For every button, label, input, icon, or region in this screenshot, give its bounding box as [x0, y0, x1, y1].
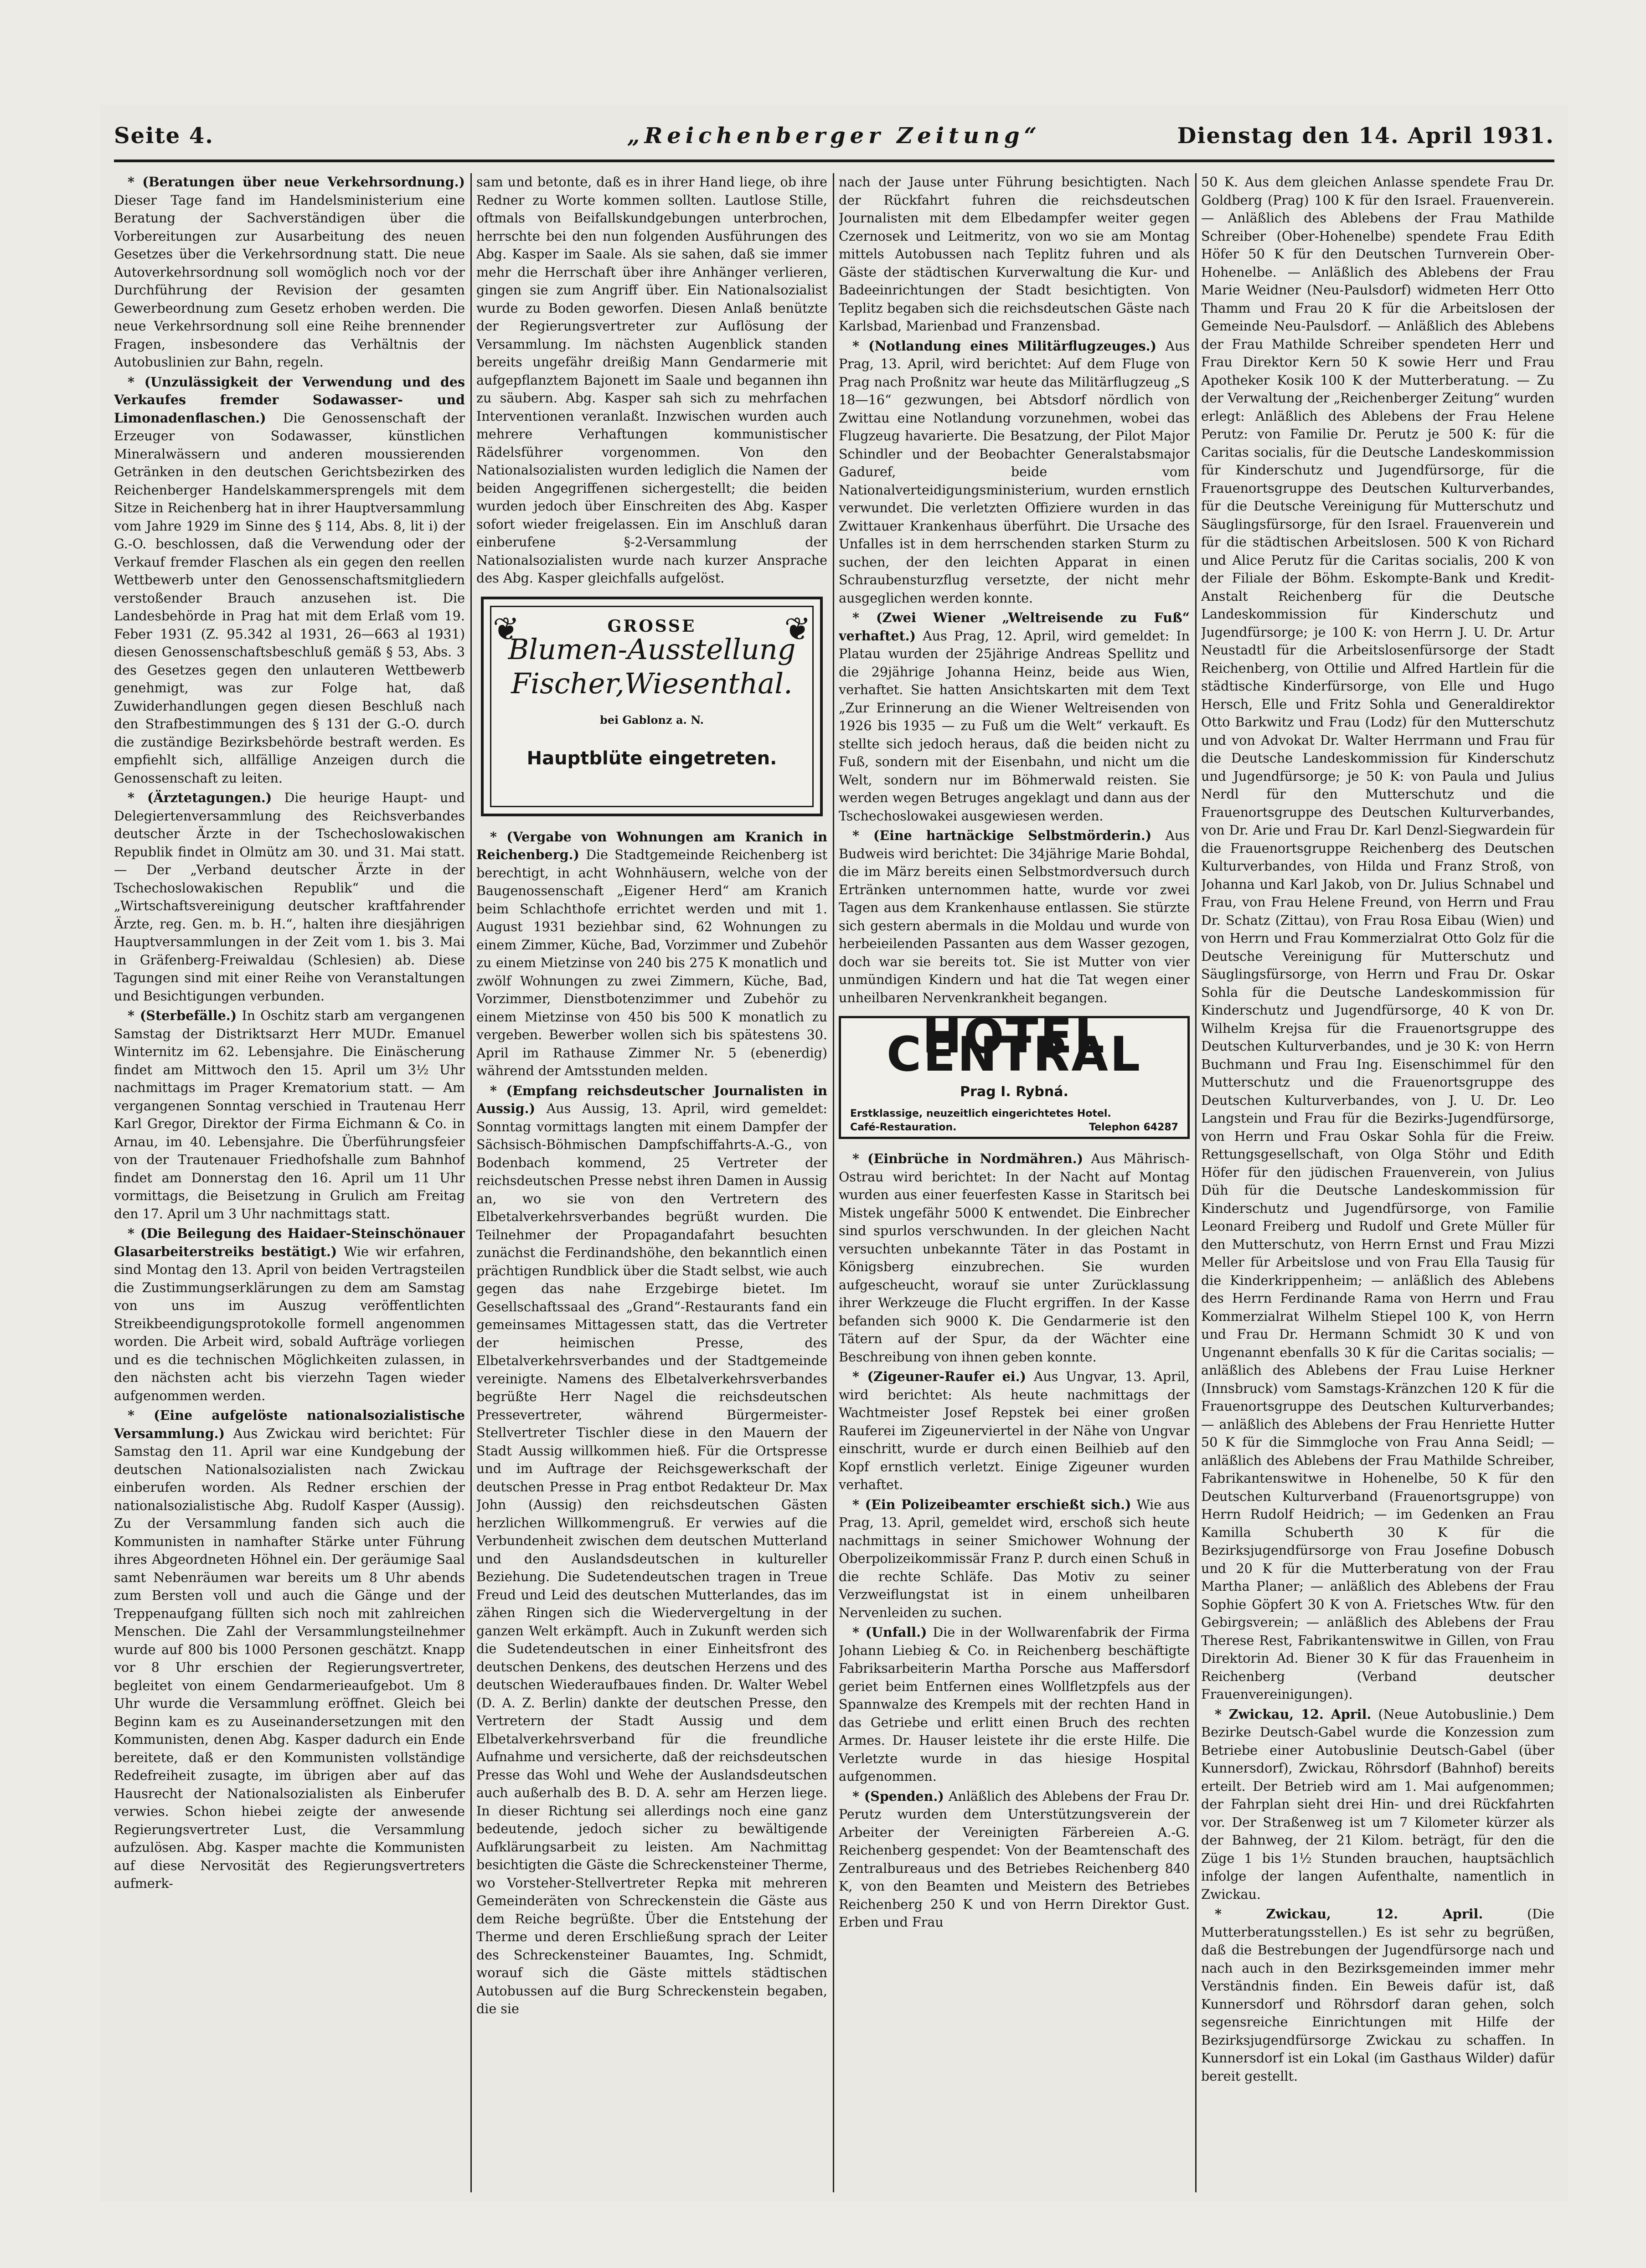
ad-line: GROSSE [607, 616, 697, 636]
floral-ornament-icon: ❦ [493, 610, 520, 648]
article-body: Aus Zwickau wird berichtet: Für Samstag den 11. April war eine Kundgebung der deutschen Nationalsozialisten nach Zwickau einberufen worden. Als Redner erschien der nationalsozialistische Abg. Rudolf Kasper (Aussig). Zu der Versammlung fanden sich auch die Kommunisten in namhafter Stärke unter Führung ihres Abgeordneten Höhnel ein. Der geräumige Saal samt Nebenräumen war bereits um 8 Uhr abends zum Bersten voll und auch die Gänge und der Treppenaufgang füllten sich noch mit zahlreichen Menschen. Die Zahl der Versammlungsteilnehmer wurde auf 800 bis 1000 Personen geschätzt. Knapp vor 8 Uhr erschien der Regierungsvertreter, begleitet von einem Gendarmerieaufgebot. Um 8 Uhr wurde die Versammlung eröffnet. Gleich bei Beginn kam es zu Auseinandersetzungen mit den Kommunisten, denen Abg. Kasper dadurch ein Ende bereitete, daß er den Kommunisten vollständige Redefreiheit zusagte, im übrigen aber auf das Hausrecht der Nationalsozialisten als Einberufer verwies. Schon hiebei zeigte der anwesende Regierungsvertreter Lust, die Versammlung aufzulösen. Abg. Kasper machte die Kommunisten auf diese Nervosität des Regierungsvertreters aufmerk- [114, 1426, 465, 1891]
article-heading: * Zwickau, 12. April. [1215, 1706, 1372, 1722]
article [839, 827, 1190, 1007]
article [839, 1368, 1190, 1494]
article-heading: * (Zigeuner-Raufer ei.) [852, 1369, 1027, 1384]
column-separator [1195, 173, 1197, 2192]
article-heading: * (Ein Polizeibeamter erschießt sich.) [852, 1496, 1131, 1512]
article-body: (Die Mutterberatungsstellen.) Es ist sehr zu begrüßen, daß die Bestrebungen der Jugendfürsorge nach und nach auch in den Bezirksgemeinden immer mehr Verständnis finden. Ein Beweis dafür ist, daß Kunnersdorf und Röhrsdorf daran gehen, solch segensreiche Einrichtungen mit Hilfe der Bezirksjugendfürsorge Zwickau zu schaffen. In Kunnersdorf ist ein Lokal (im Gasthaus Wilder) dafür bereit gestellt. [1201, 1907, 1554, 2084]
article-heading: * (Die Beilegung des Haidaer-Steinschönauer Glasarbeiterstreiks bestätigt.) [114, 1226, 465, 1259]
article-body: nach der Jause unter Führung besichtigten. Nach der Rückfahrt fuhren die reichsdeutschen Journalisten mit dem Elbedampfer weiter gegen Czernosek und Leitmeritz, von wo sie am Montag mittels Autobussen nach Teplitz fuhren und als Gäste der städtischen Kurverwaltung die Kur- und Badeeinrichtungen der Stadt besichtigten. Von Teplitz begaben sich die reichsdeutschen Gäste nach Karlsbad, Marienbad und Franzensbad. [839, 175, 1190, 334]
article [114, 789, 465, 1005]
article-heading: * (Einbrüche in Nordmähren.) [852, 1151, 1084, 1166]
article-body: Anläßlich des Ablebens der Frau Dr. Perutz wurden dem Unterstützungsverein der Arbeiter der Vereinigten Färbereien A.-G. Reichenberg gespendet: Von der Beamtenschaft des Zentralbureaus und des Betriebes Reichenberg 840 K, von den Beamten und Meistern des Betriebes Reichenberg 250 K und von Herrn Direktor Gust. Erben und Frau [839, 1789, 1190, 1930]
article [476, 828, 827, 1080]
ad-telephone: Telephon 64287 [1089, 1122, 1178, 1133]
article [114, 1007, 465, 1223]
article [1201, 173, 1554, 1704]
ad-line: bei Gablonz a. N. [600, 713, 704, 727]
article-heading: * (Spenden.) [852, 1788, 944, 1804]
article-heading: * (Ärztetagungen.) [128, 790, 272, 805]
article-heading: * (Sterbefälle.) [128, 1008, 237, 1023]
issue-date: Dienstag den 14. April 1931. [1177, 123, 1554, 149]
article [839, 609, 1190, 825]
article-heading: * (Zwei Wiener „Weltreisende zu Fuß“ verhaftet.) [839, 610, 1190, 644]
article [839, 1150, 1190, 1366]
article-body: Dieser Tage fand im Handelsministerium eine Beratung der Sachverständigen über die Vorbereitungen zur Ausarbeitung des neuen Gesetzes über die Verkehrsordnung statt. Die neue Autoverkehrsordnung soll womöglich noch vor der Durchführung der Revision der gesamten Gewerbeordnung zum Gesetz erhoben werden. Die neue Verkehrsordnung soll eine Reihe brennender Fragen, insbesondere das Verhältnis der Autobuslinien zur Bahn, regeln. [114, 192, 465, 370]
article-heading: * (Unfall.) [852, 1624, 927, 1640]
article-heading: * (Unzulässigkeit der Verwendung und des Verkaufes fremder Sodawasser- und Limonadenflaschen.) [114, 374, 465, 426]
article-body: Wie wir erfahren, sind Montag den 13. April von beiden Vertragsteilen die Zustimmungserklärungen zu dem am Samstag von uns im Auszug veröffentlichten Streikbeendigungsprotokolle formell angenommen worden. Die Arbeit wird, sobald Aufträge vorliegen und es die technischen Möglichkeiten zulassen, in den nächsten acht bis vierzehn Tagen wieder aufgenommen werden. [114, 1244, 465, 1403]
article [839, 173, 1190, 335]
ad-tagline: Hauptblüte eingetreten. [526, 747, 777, 769]
article [114, 1407, 465, 1893]
article [1201, 1706, 1554, 1904]
column-3-articles [839, 1150, 1190, 1932]
column-2-articles [476, 828, 827, 2018]
flower-exhibition-ad [481, 597, 823, 816]
article-body: In Oschitz starb am vergangenen Samstag der Distriktsarzt Herr MUDr. Emanuel Winternitz im 62. Lebensjahre. Die Einäscherung findet am Mittwoch den 15. April um 3½ Uhr nachmittags im Prager Krematorium statt. — Am vergangenen Sonntag verschied in Trautenau Herr Karl Gregor, Direktor der Firma Eichmann & Co. in Arnau, im 40. Lebensjahre. Die Überführungsfeier von der Trautenauer Friedhofshalle zum Bahnhof findet am Donnerstag den 16. April um 11 Uhr vormittags, die Beisetzung in Grulich am Freitag den 17. April um 3 Uhr nachmittags statt. [114, 1008, 465, 1222]
column-separator [833, 173, 834, 2192]
article [839, 1496, 1190, 1622]
article-heading: * Zwickau, 12. April. [1215, 1906, 1483, 1922]
article-heading: * (Notlandung eines Militärflugzeuges.) [852, 338, 1157, 354]
column-3 [839, 173, 1190, 2192]
ad-line: Erstklassige, neuzeitlich eingerichtetes Hotel. [850, 1108, 1111, 1119]
newspaper-title: „Reichenberger Zeitung“ [627, 123, 1042, 149]
article-body: Die heurige Haupt- und Delegiertenversammlung des Reichsverbandes deutscher Ärzte in der Tschechoslowakischen Republik findet in Olmütz am 30. und 31. Mai statt. — Der „Verband deutscher Ärzte in der Tschechoslowakischen Republik“ und die „Wirtschaftsvereinigung deutscher kraftfahrender Ärzte, reg. Gen. m. b. H.“, halten ihre diesjährigen Hauptversammlungen in der Zeit vom 1. bis 3. Mai in Gräfenberg-Freiwaldau (Schlesien) ab. Diese Tagungen sind mit einer Reihe von Veranstaltungen und Besichtigungen verbunden. [114, 790, 465, 1004]
article [1201, 1905, 1554, 2085]
ad-headline: HOTEL CENTRAL [886, 1008, 1142, 1082]
ad-headline: Fischer,Wiesenthal. [511, 666, 793, 700]
hotel-central-ad [839, 1008, 1190, 1139]
ad-address: Prag I. Rybná. [960, 1084, 1068, 1100]
ad-headline: Blumen-Ausstellung [508, 632, 796, 666]
article-body: Aus Budweis wird berichtet: Die 34jährige Marie Bohdal, die im März bereits einen Selbstmordversuch durch Ertränken unternommen hatte, wurde vor zwei Tagen aus dem Krankenhause entlassen. Sie stürzte sich gestern abermals in die Moldau und wurde von herbeieilenden Passanten aus dem Wasser gezogen, doch war sie bereits tot. Sie ist Mutter von vier unmündigen Kindern und hat die Tat wegen einer unheilbaren Nervenkrankheit begangen. [839, 828, 1190, 1005]
ad-restaurant: Café-Restauration. [850, 1122, 957, 1133]
article-body: Die in der Wollwarenfabrik der Firma Johann Liebieg & Co. in Reichenberg beschäftigte Fabriksarbeiterin Martha Porsche aus Maffersdorf geriet beim Entfernen eines Wollfletzpfels aus der Spannwalze des Krempels mit der rechten Hand in das Getriebe und erlitt einen Bruch des rechten Armes. Dr. Hauser leistete ihr die erste Hilfe. Die Verletzte wurde in das hiesige Hospital aufgenommen. [839, 1625, 1190, 1784]
article-continuation: sam und betonte, daß es in ihrer Hand liege, ob ihre Redner zu Worte kommen sollten. Lautlose Stille, oftmals von Beifallskundgebungen unterbrochen, herrschte bei den nun folgenden Ausführungen des Abg. Kasper im Saale. Als sie sahen, daß sie immer mehr die Herrschaft über ihre Anhänger verlieren, gingen sie zum Angriff über. Ein Nationalsozialist wurde zu Boden geworfen. Diesen Anlaß benützte der Regierungsvertreter zur Auflösung der Versammlung. Im nächsten Augenblick standen bereits ungefähr dreißig Mann Gendarmerie mit aufgepflanztem Bajonett im Saale und begannen ihn zu säubern. Abg. Kasper sah sich zu mehrfachen Interventionen veranlaßt. Inzwischen wurden auch mehrere Verhaftungen kommunistischer Rädelsführer vorgenommen. Von den Nationalsozialisten wurden lediglich die Namen der beiden Angegriffenen sichergestellt; die beiden wurden jedoch über Einschreiten des Abg. Kasper sofort wieder freigelassen. Ein im Anschluß daran einberufene §-2-Versammlung der Nationalsozialisten wurde nach kurzer Ansprache des Abg. Kasper gleichfalls aufgelöst. [476, 175, 827, 586]
article-heading: * (Empfang reichsdeutscher Journalisten in Aussig.) [476, 1082, 827, 1116]
article-heading: * (Vergabe von Wohnungen am Kranich in Reichenberg.) [476, 829, 827, 862]
article-body: Aus Ungvar, 13. April, wird berichtet: Als heute nachmittags der Wachtmeister Josef Repstek bei einer großen Rauferei im Zigeunerviertel in der Nähe von Ungvar einschritt, wurde er durch einen Beilhieb auf den Kopf ernstlich verletzt. Einige Zigeuner wurden verhaftet. [839, 1369, 1190, 1492]
article-columns [114, 173, 1554, 2192]
column-4 [1201, 173, 1554, 2192]
article [114, 373, 465, 788]
column-separator [470, 173, 472, 2192]
article [476, 1082, 827, 2018]
article-heading: * (Eine aufgelöste nationalsozialistische Versammlung.) [114, 1407, 465, 1441]
page-number: Seite 4. [114, 123, 214, 149]
article-body: Wie aus Prag, 13. April, gemeldet wird, erschoß sich heute nachmittags in seiner Smichower Wohnung der Oberpolizeikommissär Franz P. durch einen Schuß in die rechte Schläfe. Das Motiv zu seiner Verzweiflungstat ist in einem unheilbaren Nervenleiden zu suchen. [839, 1497, 1190, 1620]
article-body: Aus Aussig, 13. April, wird gemeldet: Sonntag vormittags langten mit einem Dampfer der Sächsisch-Böhmischen Dampfschiffahrts-A.-G., von Bodenbach kommend, 25 Vertreter der reichsdeutschen Presse nebst ihren Damen in Aussig an, wo sie von den Vertretern des Elbetalverkehrsverbandes begrüßt wurden. Die Teilnehmer der Propagandafahrt besuchten zunächst die Ferdinandshöhe, den bekanntlich einen prächtigen Rundblick über die Stadt selbst, wie auch gegen das nahe Erzgebirge bietet. Im Gesellschaftssaal des „Grand“-Restaurants fand ein gemeinsames Mittagessen statt, das die Vertreter der heimischen Presse, des Elbetalverkehrsverbandes und der Stadtgemeinde vereinigte. Namens des Elbetalverkehrsverbandes begrüßte Herr Nagel die reichsdeutschen Pressevertreter, während Bürgermeister-Stellvertreter Tischler diese in den Mauern der Stadt Aussig willkommen hieß. Für die Ortspresse und im Auftrage der Reichsgewerkschaft der deutschen Presse in Prag entbot Redakteur Dr. Max John (Aussig) den reichsdeutschen Gästen herzlichen Willkommengruß. Er verwies auf die Verbundenheit zwischen dem deutschen Mutterland und den Auslandsdeutschen in kultureller Beziehung. Die Sudetendeutschen tragen in Treue Freud und Leid des deutschen Mutterlandes, das im zähen Ringen sich die Wiedervergeltung in der ganzen Welt erkämpft. Auch in Zukunft werden sich die Sudetendeutschen in einer Einheitsfront des deutschen Denkens, des deutschen Herzens und des deutschen Wiederaufbaues finden. Dr. Walter Webel (D. A. Z. Berlin) dankte der deutschen Presse, den Vertretern der Stadt Aussig und dem Elbetalverkehrsverband für die freundliche Aufnahme und versicherte, daß der reichsdeutschen Presse das Wohl und Wehe der Auslandsdeutschen auch außerhalb des B. D. A. sehr am Herzen liege. In dieser Richtung sei allerdings noch eine ganz bedeutende, jedoch sicher zu bewältigende Aufklärungsarbeit zu leisten. Am Nachmittag besichtigten die Gäste die Schreckensteiner Therme, wo Vorsteher-Stellvertreter Repka mit mehreren Gemeinderäten von Schreckenstein die Gäste aus dem Reiche begrüßte. Über die Entstehung der Therme und deren Erschließung sprach der Leiter des Schreckensteiner Bauamtes, Ing. Schmidt, worauf sich die Gäste mittels städtischen Autobussen auf die Burg Schreckenstein begaben, die sie [476, 1101, 827, 2016]
article-heading: * (Beratungen über neue Verkehrsordnung.) [128, 174, 465, 190]
article-heading: * (Eine hartnäckige Selbstmörderin.) [852, 828, 1152, 843]
article [839, 1788, 1190, 1932]
article-body: Die Genossenschaft der Erzeuger von Sodawasser, künstlichen Mineralwässern und anderen moussierenden Getränken in den deutschen Gerichtsbezirken des Reichenberger Handelskammersprengels mit dem Sitze in Reichenberg hat in ihrer Hauptversammlung vom Jahre 1929 im Sinne des § 114, Abs. 8, lit i) der G.-O. beschlossen, daß die Verwendung oder der Verkauf fremder Flaschen als ein gegen den reellen Wettbewerb unter den Genossenschaftsmitgliedern verstoßender Brauch anzusehen ist. Die Landesbehörde in Prag hat mit dem Erlaß vom 19. Feber 1931 (Z. 95.342 al 1931, 26—663 al 1931) diesen Genossenschaftsbeschluß gemäß § 53, Abs. 3 des Gesetzes gegen den unlauteren Wettbewerb genehmigt, was zur Folge hat, daß Zuwiderhandlungen gegen diesen Beschluß nach den Strafbestimmungen des § 131 der G.-O. durch die zuständige Bezirksbehörde bestraft werden. Es empfiehlt sich, allfällige Anzeigen durch die Genossenschaft zu leiten. [114, 410, 465, 786]
article [839, 1624, 1190, 1786]
article [839, 337, 1190, 608]
article [114, 1225, 465, 1405]
article-body: 50 K. Aus dem gleichen Anlasse spendete Frau Dr. Goldberg (Prag) 100 K für den Israel. Frauenverein. — Anläßlich des Ablebens der Frau Mathilde Schreiber (Ober-Hohenelbe) spendete Frau Edith Höfer 50 K für den Deutschen Turnverein Ober-Hohenelbe. — Anläßlich des Ablebens der Frau Marie Weidner (Neu-Paulsdorf) widmeten Herr Otto Thamm und Frau 20 K für die Arbeitslosen der Gemeinde Neu-Paulsdorf. — Anläßlich des Ablebens der Frau Mathilde Schreiber spendeten Herr und Frau Direktor Kern 50 K sowie Herr und Frau Apotheker Kosik 100 K der Mutterberatung. — Zu der Verwaltung der „Reichenberger Zeitung“ wurden erlegt: Anläßlich des Ablebens der Frau Helene Perutz: von Familie Dr. Perutz je 500 K: für die Caritas socialis, für die Deutsche Landeskommission für Kinderschutz und Jugendfürsorge, für die Frauenortsgruppe des Deutschen Kulturverbandes, für die Deutsche Vereinigung für Mutterschutz und Säuglingsfürsorge, für den Israel. Frauenverein und für die städtischen Arbeitslosen. 500 K von Richard und Alice Perutz für die Caritas socialis, 200 K von der Filiale der Böhm. Eskompte-Bank und Kredit-Anstalt Reichenberg für die Deutsche Landeskommission für Kinderschutz und Jugendfürsorge; je 100 K: von Herrn J. U. Dr. Artur Neustadtl für die Arbeitslosenfürsorge der Stadt Reichenberg, von Ottilie und Alfred Hartlein für die städtische Kinderfürsorge, von Elle und Hugo Hersch, Elle und Fritz Sohla und Generaldirektor Otto Barkwitz und Frau (Lodz) für den Mutterschutz und von Advokat Dr. Walter Herrmann und Frau für die Deutsche Landeskommission für Kinderschutz und Jugendfürsorge; je 50 K: von Paula und Julius Nerdl für den Mutterschutz und die Frauenortsgruppe des Deutschen Kulturverbandes, von Dr. Arie und Frau Dr. Karl Denzl-Siegwardein für die Frauenortsgruppe Reichenberg des Deutschen Kulturverbandes, von Hilda und Franz Stroß, von Johanna und Karl Jakob, von Dr. Julius Schnabel und Frau, von Frau Helene Freund, von Herrn und Frau Dr. Schatz (Zittau), von Frau Rosa Eibau (Wien) und von Herrn und Frau Kommerzialrat Otto Golz für die Deutsche Vereinigung für Mutterschutz und Säuglingsfürsorge, von Herrn und Frau Dr. Oskar Sohla für die Deutsche Landeskommission für Kinderschutz und Jugendfürsorge, 40 K von Dr. Wilhelm Krejsa für die Frauenortsgruppe des Deutschen Kulturverbandes, und je 30 K: von Herrn Buchmann und Frau Ing. Eisenschimmel für den Mutterschutz und die Frauenortsgruppe des Deutschen Kulturverbandes, von J. U. Dr. Leo Langstein und Frau für die Bezirks-Jugendfürsorge, von Herrn und Frau Oskar Sohla für die Freiw. Rettungsgesellschaft, von Olga Stöhr und Edith Höfer für den jüdischen Frauenverein, von Julius Düh für die Deutsche Landeskommission für Kinderschutz und Jugendfürsorge, von Familie Leonard Freiberg und Rudolf und Grete Müller für den Mutterschutz, von Herrn Ernst und Frau Mizzi Meller für Arbeitslose und von Frau Ella Tausig für die Kinderkrippenheim; — anläßlich des Ablebens des Herrn Ferdinande Rama von Herrn und Frau Kommerzialrat Wilhelm Stiepel 100 K, von Herrn und Frau Dr. Hermann Schmidt 30 K und von Ungenannt ebenfalls 30 K für die Caritas socialis; — anläßlich des Ablebens der Frau Luise Herkner (Innsbruck) vom Samstags-Kränzchen 120 K für die Frauenortsgruppe des Deutschen Kulturverbandes; — anläßlich des Ablebens der Frau Henriette Hutter 50 K für die Simmgloche von Frau Anna Seidl; — anläßlich des Ablebens der Frau Mathilde Schreiber, Fabrikantenswitwe in Hohenelbe, 50 K für den Deutschen Kulturverband (Frauenortsgruppe) von Herrn Rudolf Heidrich; — im Gedenken an Frau Kamilla Schuberth 30 K für die Bezirksjugendfürsorge von Frau Josefine Dobusch und 20 K für die Mutterberatung von der Frau Martha Planer; — anläßlich des Ablebens der Frau Sophie Göpfert 30 K von A. Frietsches Wtw. für den Gebirgsverein; — anläßlich des Ablebens der Frau Therese Rest, Fabrikantenswitwe in Gillen, von Frau Direktorin Ad. Biener 30 K für das Frauenheim in Reichenberg (Verband deutscher Frauenvereinigungen). [1201, 175, 1554, 1702]
column-2 [476, 173, 827, 2192]
article-body: Aus Mährisch-Ostrau wird berichtet: In der Nacht auf Montag wurden aus einer feuerfesten Kasse in Staritsch bei Mistek ungefähr 5000 K entwendet. Die Einbrecher sind spurlos verschwunden. In der gleichen Nacht versuchten unbekannte Täter in das Postamt in Königsberg einzubrechen. Sie wurden aufgescheucht, worauf sie unter Zurücklassung ihrer Werkzeuge die Flucht ergriffen. In der Kasse befanden sich 9000 K. Die Gendarmerie ist den Tätern auf der Spur, da der Wächter eine Beschreibung von ihnen geben konnte. [839, 1151, 1190, 1365]
article-body: Aus Prag, 13. April, wird berichtet: Auf dem Fluge von Prag nach Proßnitz war heute das Militärflugzeug „S 18—16“ gezwungen, bei Abtsdorf nördlich von Zwittau eine Notlandung vorzunehmen, wobei das Flugzeug havarierte. Die Besatzung, der Pilot Major Schindler und der Beobachter Generalstabsmajor Gaduref, beide vom Nationalverteidigungsministerium, wurden ernstlich verwundet. Die verletzten Offiziere wurden in das Zwittauer Krankenhaus überführt. Die Ursache des Unfalles ist in dem herrschenden starken Sturm zu suchen, der den leichten Apparat in einen Schraubensturzflug versetzte, der nicht mehr ausgeglichen werden konnte. [839, 338, 1190, 606]
column-1 [114, 173, 465, 2192]
article-body: (Neue Autobuslinie.) Dem Bezirke Deutsch-Gabel wurde die Konzession zum Betriebe einer Autobuslinie Deutsch-Gabel (über Kunnersdorf), Zwickau, Röhrsdorf (Bahnhof) bereits erteilt. Der Betrieb wird am 1. Mai aufgenommen; der Fahrplan sieht drei Hin- und drei Rückfahrten vor. Der Straßenweg ist um 7 Kilometer kürzer als der Bahnweg, der 21 Kilom. beträgt, für den die Züge 1 bis 1½ Stunden brauchen, hauptsächlich infolge der langen Aufenthalte, namentlich in Zwickau. [1201, 1706, 1554, 1902]
header-rule [114, 160, 1554, 162]
page-header [114, 123, 1554, 173]
article [114, 173, 465, 371]
column-3-articles [839, 173, 1190, 1007]
newspaper-page [100, 105, 1568, 2201]
article-body: Die Stadtgemeinde Reichenberg ist berechtigt, in acht Wohnhäusern, welche von der Baugenossenschaft „Eigener Herd“ am Kranich beim Schlachthofe errichtet werden und mit 1. August 1931 beziehbar sind, 62 Wohnungen zu einem Zimmer, Küche, Bad, Vorzimmer und Zubehör zu einem Mietzinse von 240 bis 275 K monatlich und zwölf Wohnungen zu zwei Zimmern, Küche, Bad, Vorzimmer, Dienstbotenzimmer und Zubehör zu einem Mietzinse von 450 bis 500 K monatlich zu vergeben. Bewerber wollen sich bis spätestens 30. April im Rathause Zimmer Nr. 5 (ebenerdig) während der Amtsstunden melden. [476, 847, 827, 1078]
article-body: Aus Prag, 12. April, wird gemeldet: In Platau wurden der 25jährige Andreas Spellitz und die 29jährige Johanna Heinz, beide aus Wien, verhaftet. Sie hatten Ansichtskarten mit dem Text „Zur Erinnerung an die Wiener Weltreisenden von 1926 bis 1935 — zu Fuß um die Welt“ verkauft. Es stellte sich jedoch heraus, daß die beiden nicht zu Fuß, sondern mit der Eisenbahn, und nicht um die Welt, sondern nur im Böhmerwald reisten. Sie werden wegen Betruges angeklagt und dann aus der Tschechoslowakei ausgewiesen werden. [839, 628, 1190, 824]
floral-ornament-icon: ❦ [784, 610, 811, 648]
ad-line [850, 1119, 1178, 1137]
